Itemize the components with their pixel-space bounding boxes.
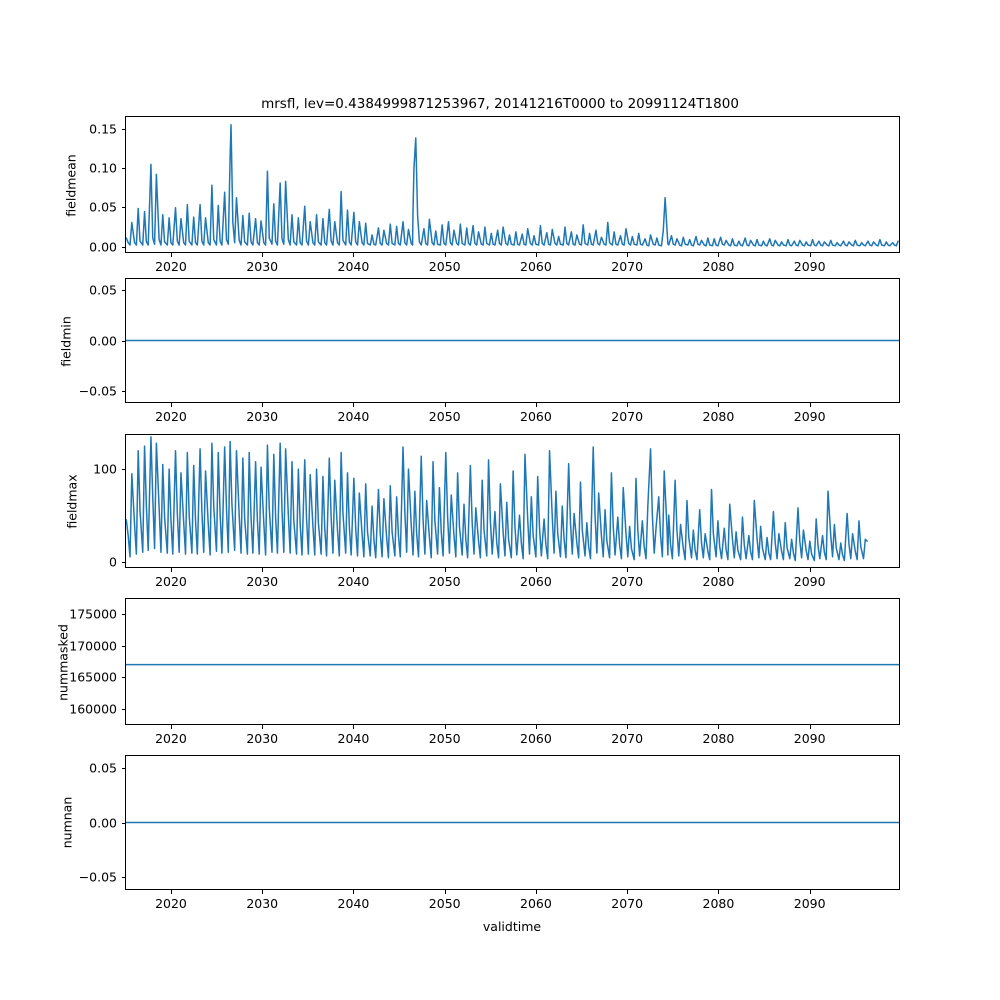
y-tick-mark	[122, 768, 126, 769]
x-tick-label: 2070	[611, 259, 644, 274]
x-tick-label: 2030	[246, 409, 279, 424]
x-tick-mark	[171, 253, 172, 257]
x-tick-label: 2060	[520, 896, 552, 911]
x-tick-mark	[262, 403, 263, 407]
x-tick-mark	[810, 725, 811, 729]
x-tick-label: 2030	[246, 259, 279, 274]
y-tick-label: 165000	[69, 669, 117, 685]
x-tick-mark	[810, 403, 811, 407]
series-line	[126, 125, 898, 246]
plot-line-fieldmax	[126, 435, 899, 567]
x-tick-mark	[262, 568, 263, 572]
y-tick-mark	[122, 341, 126, 342]
y-tick-mark	[122, 823, 126, 824]
x-tick-mark	[353, 568, 354, 572]
x-tick-label: 2090	[793, 574, 826, 589]
y-tick-label: 0.00	[89, 815, 117, 830]
y-tick-label: 160000	[69, 701, 117, 717]
x-tick-mark	[718, 725, 719, 729]
x-tick-mark	[445, 253, 446, 257]
x-tick-mark	[353, 890, 354, 894]
y-tick-label: 0	[109, 554, 117, 570]
ylabel-numnan: numnan	[59, 796, 75, 849]
x-tick-mark	[262, 890, 263, 894]
x-tick-label: 2090	[793, 731, 826, 746]
y-tick-mark	[122, 207, 126, 208]
x-tick-label: 2060	[520, 259, 552, 274]
y-tick-mark	[122, 129, 126, 130]
x-tick-label: 2040	[337, 896, 370, 911]
x-tick-mark	[353, 403, 354, 407]
x-tick-label: 2040	[337, 731, 370, 746]
y-tick-mark	[122, 646, 126, 647]
y-tick-mark	[122, 290, 126, 291]
x-tick-mark	[171, 725, 172, 729]
x-tick-mark	[445, 403, 446, 407]
x-tick-label: 2060	[520, 574, 552, 589]
x-tick-label: 2070	[611, 409, 644, 424]
figure-title: mrsfl, lev=0.4384999871253967, 20141216T0000 to 20991124T1800	[261, 96, 739, 112]
x-tick-mark	[718, 890, 719, 894]
y-tick-mark	[122, 614, 126, 615]
plot-line-fieldmean	[126, 117, 899, 252]
x-tick-mark	[353, 253, 354, 257]
x-tick-label: 2020	[155, 731, 187, 746]
ylabel-nummasked: nummasked	[55, 624, 71, 701]
y-tick-mark	[122, 469, 126, 470]
subplot-fieldmin	[125, 278, 900, 403]
y-tick-label: −0.05	[78, 869, 117, 885]
y-tick-label: 0.00	[89, 239, 117, 255]
xlabel-validtime: validtime	[482, 919, 542, 934]
x-tick-mark	[445, 568, 446, 572]
x-tick-mark	[536, 568, 537, 572]
subplot-fieldmax	[125, 434, 900, 568]
plot-line-fieldmin	[126, 279, 899, 402]
x-tick-label: 2080	[702, 409, 735, 424]
x-tick-mark	[810, 253, 811, 257]
x-tick-label: 2050	[428, 731, 461, 746]
x-tick-label: 2080	[702, 896, 735, 911]
x-tick-label: 2080	[702, 574, 735, 589]
y-tick-label: 0.00	[89, 333, 117, 348]
x-tick-mark	[718, 403, 719, 407]
x-tick-label: 2080	[702, 259, 735, 274]
plot-line-nummasked	[126, 599, 899, 724]
y-tick-mark	[122, 877, 126, 878]
x-tick-mark	[353, 725, 354, 729]
x-tick-label: 2040	[337, 409, 370, 424]
y-tick-mark	[122, 709, 126, 710]
x-tick-label: 2070	[611, 731, 644, 746]
x-tick-label: 2020	[155, 896, 187, 911]
x-tick-mark	[627, 725, 628, 729]
x-tick-mark	[445, 890, 446, 894]
x-tick-label: 2090	[793, 409, 826, 424]
x-tick-label: 2060	[520, 731, 552, 746]
x-tick-mark	[536, 725, 537, 729]
x-tick-mark	[171, 890, 172, 894]
y-tick-label: 0.15	[89, 121, 117, 137]
x-tick-label: 2090	[793, 259, 826, 274]
x-tick-label: 2080	[702, 731, 735, 746]
y-tick-mark	[122, 391, 126, 392]
x-tick-mark	[445, 725, 446, 729]
x-tick-mark	[627, 253, 628, 257]
x-tick-label: 2020	[155, 409, 187, 424]
y-tick-label: −0.05	[78, 383, 117, 399]
ylabel-fieldmin: fieldmin	[58, 316, 74, 367]
x-tick-mark	[627, 568, 628, 572]
series-line	[126, 437, 867, 561]
x-tick-mark	[810, 568, 811, 572]
x-tick-label: 2050	[428, 896, 461, 911]
subplot-numnan	[125, 755, 900, 890]
subplot-nummasked	[125, 598, 900, 725]
y-tick-label: 0.05	[89, 760, 117, 776]
y-tick-label: 170000	[69, 638, 117, 654]
x-tick-mark	[536, 403, 537, 407]
x-tick-label: 2060	[520, 409, 552, 424]
ylabel-fieldmean: fieldmean	[63, 154, 79, 217]
y-tick-label: 0.05	[89, 199, 117, 215]
y-tick-label: 0.05	[89, 282, 117, 298]
x-tick-label: 2020	[155, 574, 187, 589]
y-tick-label: 0.10	[89, 160, 117, 176]
x-tick-mark	[627, 890, 628, 894]
x-tick-label: 2040	[337, 574, 370, 589]
ylabel-fieldmax: fieldmax	[64, 474, 80, 529]
x-tick-label: 2030	[246, 574, 279, 589]
x-tick-mark	[171, 403, 172, 407]
x-tick-mark	[536, 890, 537, 894]
x-tick-label: 2070	[611, 574, 644, 589]
y-tick-label: 100	[93, 461, 117, 477]
y-tick-mark	[122, 247, 126, 248]
x-tick-mark	[627, 403, 628, 407]
plot-line-numnan	[126, 756, 899, 889]
x-tick-label: 2050	[428, 574, 461, 589]
x-tick-mark	[536, 253, 537, 257]
x-tick-mark	[718, 568, 719, 572]
x-tick-mark	[262, 253, 263, 257]
y-tick-label: 175000	[69, 606, 117, 622]
x-tick-mark	[718, 253, 719, 257]
x-tick-mark	[810, 890, 811, 894]
x-tick-label: 2050	[428, 259, 461, 274]
x-tick-mark	[262, 725, 263, 729]
x-tick-label: 2030	[246, 896, 279, 911]
x-tick-label: 2090	[793, 896, 826, 911]
y-tick-mark	[122, 677, 126, 678]
x-tick-label: 2050	[428, 409, 461, 424]
y-tick-mark	[122, 168, 126, 169]
subplot-fieldmean	[125, 116, 900, 253]
x-tick-label: 2070	[611, 896, 644, 911]
y-tick-mark	[122, 562, 126, 563]
x-tick-label: 2020	[155, 259, 187, 274]
x-tick-mark	[171, 568, 172, 572]
x-tick-label: 2040	[337, 259, 370, 274]
x-tick-label: 2030	[246, 731, 279, 746]
